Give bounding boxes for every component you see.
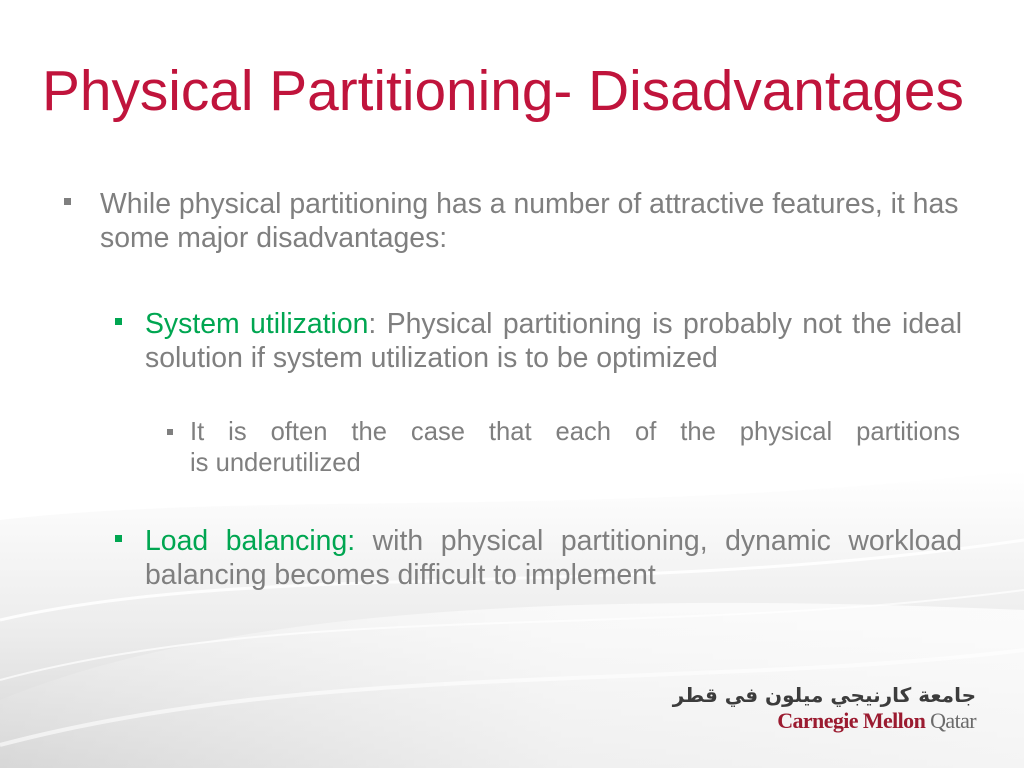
logo-english-text xyxy=(673,708,976,734)
bullet-system-utilization xyxy=(145,307,962,375)
logo-arabic-text: جامعة كارنيجي ميلون في قطر xyxy=(672,683,976,707)
bullet-system-utilization-text: : Physical partitioning is probably not the ideal solution if system utilization is to be optimized xyxy=(145,308,962,374)
logo-name: Carnegie Mellon xyxy=(777,708,926,733)
term-load-balancing: Load balancing: xyxy=(145,525,356,557)
logo-campus: Qatar xyxy=(930,708,976,733)
bullet-load-balancing-text: with physical partitioning, dynamic workload balancing becomes difficult to implement xyxy=(145,525,963,591)
term-system-utilization: System utilization xyxy=(145,308,369,340)
bullet-intro: While physical partitioning has a number of attractive features, it has some major disadvantages: xyxy=(100,188,959,254)
sub-bullet-underutilized: It is often the case that each of the physical partitions is underutilized xyxy=(190,418,960,477)
square-bullet-icon xyxy=(115,318,122,325)
square-bullet-icon xyxy=(167,429,173,435)
bullet-load-balancing xyxy=(145,524,962,592)
square-bullet-icon xyxy=(64,198,71,205)
slide-title: Physical Partitioning- Disadvantages xyxy=(42,60,964,123)
cmu-qatar-logo xyxy=(673,682,976,734)
square-bullet-icon xyxy=(115,535,122,542)
